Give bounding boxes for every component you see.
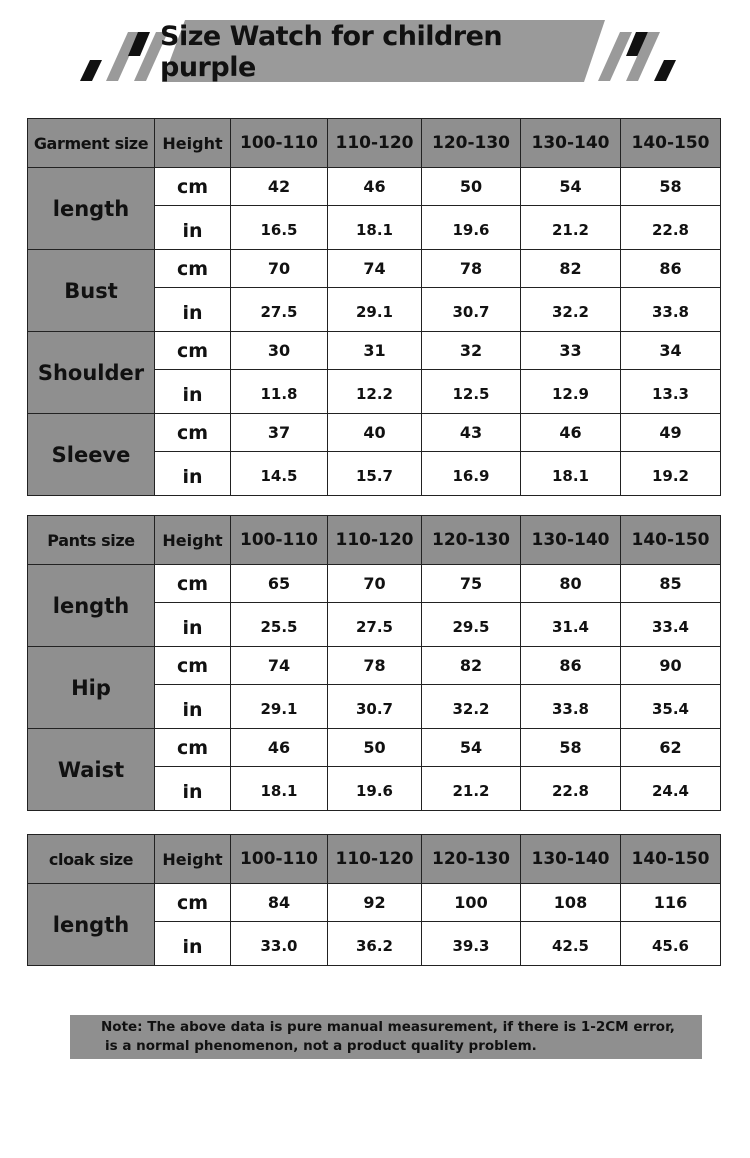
measurement-label-cell: Shoulder	[28, 332, 155, 414]
value-cell: 22.8	[621, 206, 721, 250]
value-cell: 70	[231, 250, 328, 288]
value-cell: 54	[422, 729, 521, 767]
value-cell: 33.8	[621, 288, 721, 332]
value-cell: 18.1	[231, 767, 328, 811]
value-cell: 30	[231, 332, 328, 370]
measurement-label-cell: length	[28, 565, 155, 647]
value-cell: 34	[621, 332, 721, 370]
value-cell: 78	[328, 647, 422, 685]
height-range-header: 120-130	[422, 516, 521, 565]
table-header-row	[28, 119, 721, 168]
value-cell: 33	[521, 332, 621, 370]
height-range-header: 100-110	[231, 835, 328, 884]
value-cell: 40	[328, 414, 422, 452]
unit-cell: cm	[155, 414, 231, 452]
height-range-header: 100-110	[231, 119, 328, 168]
unit-cell: in	[155, 685, 231, 729]
value-cell: 14.5	[231, 452, 328, 496]
value-cell: 21.2	[521, 206, 621, 250]
left-slash-2	[106, 32, 140, 81]
value-cell: 86	[521, 647, 621, 685]
value-cell: 82	[422, 647, 521, 685]
value-cell: 42.5	[521, 922, 621, 966]
unit-cell: cm	[155, 332, 231, 370]
right-slash-1	[598, 32, 632, 81]
height-range-header: 120-130	[422, 835, 521, 884]
table-title-cell: cloak size	[28, 835, 155, 884]
table-title-cell: Pants size	[28, 516, 155, 565]
value-cell: 12.5	[422, 370, 521, 414]
height-range-header: 130-140	[521, 835, 621, 884]
value-cell: 46	[521, 414, 621, 452]
value-cell: 16.5	[231, 206, 328, 250]
table-row	[28, 414, 721, 452]
unit-cell: cm	[155, 168, 231, 206]
measurement-label-cell: Sleeve	[28, 414, 155, 496]
value-cell: 29.5	[422, 603, 521, 647]
value-cell: 33.4	[621, 603, 721, 647]
value-cell: 32.2	[422, 685, 521, 729]
unit-cell: cm	[155, 565, 231, 603]
title-banner	[0, 20, 750, 84]
value-cell: 29.1	[328, 288, 422, 332]
height-range-header: 100-110	[231, 516, 328, 565]
unit-cell: in	[155, 370, 231, 414]
cloak-size-table	[27, 834, 721, 966]
unit-cell: cm	[155, 729, 231, 767]
value-cell: 33.0	[231, 922, 328, 966]
value-cell: 80	[521, 565, 621, 603]
measurement-label-cell: Waist	[28, 729, 155, 811]
height-range-header: 140-150	[621, 516, 721, 565]
value-cell: 58	[621, 168, 721, 206]
table-row	[28, 884, 721, 922]
unit-cell: in	[155, 288, 231, 332]
value-cell: 46	[231, 729, 328, 767]
value-cell: 82	[521, 250, 621, 288]
value-cell: 92	[328, 884, 422, 922]
measurement-note	[70, 1015, 702, 1059]
left-slash-1	[80, 60, 102, 81]
pants-size-table	[27, 515, 721, 811]
table-row	[28, 647, 721, 685]
value-cell: 49	[621, 414, 721, 452]
value-cell: 84	[231, 884, 328, 922]
value-cell: 54	[521, 168, 621, 206]
value-cell: 37	[231, 414, 328, 452]
height-range-header: 110-120	[328, 119, 422, 168]
measurement-label-cell: length	[28, 884, 155, 966]
value-cell: 31	[328, 332, 422, 370]
height-range-header: 110-120	[328, 835, 422, 884]
value-cell: 32	[422, 332, 521, 370]
value-cell: 116	[621, 884, 721, 922]
value-cell: 42	[231, 168, 328, 206]
table-header-row	[28, 835, 721, 884]
table-row	[28, 250, 721, 288]
table-row	[28, 332, 721, 370]
measurement-label-cell: Hip	[28, 647, 155, 729]
value-cell: 46	[328, 168, 422, 206]
value-cell: 43	[422, 414, 521, 452]
unit-cell: cm	[155, 884, 231, 922]
value-cell: 12.9	[521, 370, 621, 414]
table-row	[28, 168, 721, 206]
value-cell: 78	[422, 250, 521, 288]
table-title-cell: Garment size	[28, 119, 155, 168]
value-cell: 11.8	[231, 370, 328, 414]
unit-cell: in	[155, 452, 231, 496]
value-cell: 13.3	[621, 370, 721, 414]
value-cell: 32.2	[521, 288, 621, 332]
value-cell: 30.7	[422, 288, 521, 332]
unit-cell: in	[155, 206, 231, 250]
unit-cell: in	[155, 922, 231, 966]
value-cell: 21.2	[422, 767, 521, 811]
value-cell: 19.6	[328, 767, 422, 811]
note-line-2: is a normal phenomenon, not a product quality problem.	[105, 1038, 537, 1054]
value-cell: 25.5	[231, 603, 328, 647]
value-cell: 22.8	[521, 767, 621, 811]
value-cell: 29.1	[231, 685, 328, 729]
garment-size-table	[27, 118, 721, 496]
unit-cell: in	[155, 603, 231, 647]
value-cell: 39.3	[422, 922, 521, 966]
height-header-cell: Height	[155, 119, 231, 168]
height-header-cell: Height	[155, 516, 231, 565]
page-title: Size Watch for children purple	[160, 21, 503, 83]
value-cell: 16.9	[422, 452, 521, 496]
value-cell: 86	[621, 250, 721, 288]
value-cell: 24.4	[621, 767, 721, 811]
measurement-label-cell: Bust	[28, 250, 155, 332]
value-cell: 74	[328, 250, 422, 288]
value-cell: 33.8	[521, 685, 621, 729]
measurement-label-cell: length	[28, 168, 155, 250]
table-row	[28, 729, 721, 767]
value-cell: 35.4	[621, 685, 721, 729]
note-line-1: Note: The above data is pure manual measurement, if there is 1-2CM error,	[101, 1019, 675, 1035]
value-cell: 18.1	[521, 452, 621, 496]
value-cell: 100	[422, 884, 521, 922]
value-cell: 27.5	[231, 288, 328, 332]
height-range-header: 130-140	[521, 516, 621, 565]
value-cell: 45.6	[621, 922, 721, 966]
value-cell: 70	[328, 565, 422, 603]
value-cell: 58	[521, 729, 621, 767]
value-cell: 30.7	[328, 685, 422, 729]
value-cell: 31.4	[521, 603, 621, 647]
value-cell: 50	[422, 168, 521, 206]
value-cell: 108	[521, 884, 621, 922]
table-row	[28, 565, 721, 603]
value-cell: 15.7	[328, 452, 422, 496]
height-range-header: 130-140	[521, 119, 621, 168]
table-header-row	[28, 516, 721, 565]
height-range-header: 110-120	[328, 516, 422, 565]
unit-cell: in	[155, 767, 231, 811]
value-cell: 74	[231, 647, 328, 685]
value-cell: 62	[621, 729, 721, 767]
value-cell: 27.5	[328, 603, 422, 647]
value-cell: 18.1	[328, 206, 422, 250]
height-range-header: 140-150	[621, 835, 721, 884]
value-cell: 85	[621, 565, 721, 603]
value-cell: 50	[328, 729, 422, 767]
height-header-cell: Height	[155, 835, 231, 884]
height-range-header: 120-130	[422, 119, 521, 168]
value-cell: 90	[621, 647, 721, 685]
right-slash-4	[654, 60, 676, 81]
value-cell: 19.2	[621, 452, 721, 496]
value-cell: 65	[231, 565, 328, 603]
value-cell: 19.6	[422, 206, 521, 250]
unit-cell: cm	[155, 250, 231, 288]
value-cell: 75	[422, 565, 521, 603]
unit-cell: cm	[155, 647, 231, 685]
value-cell: 12.2	[328, 370, 422, 414]
value-cell: 36.2	[328, 922, 422, 966]
height-range-header: 140-150	[621, 119, 721, 168]
